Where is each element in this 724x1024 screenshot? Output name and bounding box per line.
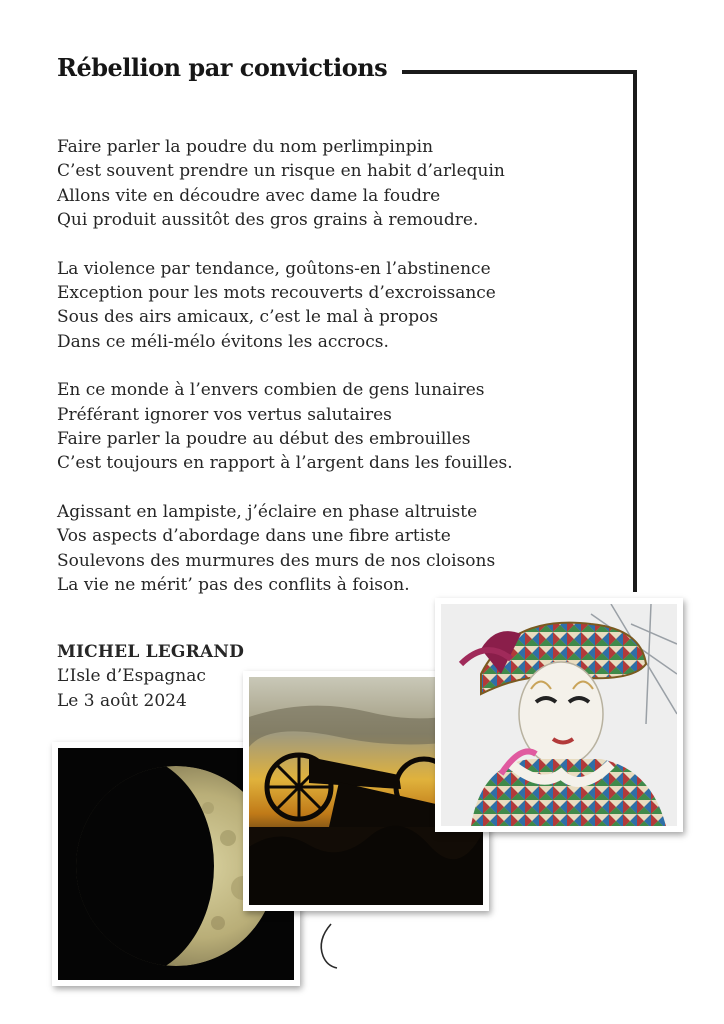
side-rule [633,70,637,592]
verse-line: Allons vite en découdre avec dame la foudre [57,185,441,206]
signature-date: Le 3 août 2024 [57,690,187,711]
stanza-3 [57,378,617,476]
signature-block [57,640,244,713]
signature-place: L’Isle d’Espagnac [57,666,206,687]
pen-stroke-mark [313,922,343,972]
verse-line: Agissant en lampiste, j’éclaire en phase altruiste [57,501,478,522]
verse-line: En ce monde à l’envers combien de gens lunaires [57,380,485,401]
verse-line: Faire parler la poudre du nom perlimpinpin [57,137,434,157]
poem-title: Rébellion par convictions [57,53,388,82]
verse-line: C’est toujours en rapport à l’argent dans les fouilles. [57,453,513,474]
harlequin-mask-photo [435,598,683,832]
verse-line: Préférant ignorer vos vertus salutaires [57,404,392,425]
verse-line: Dans ce méli-mélo évitons les accrocs. [57,331,389,352]
verse-line: Exception pour les mots recouverts d’excroissance [57,283,496,304]
stanza-2 [57,257,617,355]
verse-line: Qui produit aussitôt des gros grains à remoudre. [57,210,479,231]
verse-line: Faire parler la poudre au début des embrouilles [57,429,471,450]
venetian-mask-image [441,604,677,826]
verse-line: La vie ne mérit’ pas des conflits à foison. [57,575,410,596]
verse-line: La violence par tendance, goûtons-en l’abstinence [57,258,491,279]
verse-line: Vos aspects d’abordage dans une fibre artiste [57,526,451,547]
verse-line: Soulevons des murmures des murs de nos cloisons [57,550,496,571]
author-name: MICHEL LEGRAND [57,642,245,662]
stanza-4 [57,500,617,598]
poem-body [57,135,617,622]
stanza-1 [57,135,617,233]
title-rule [402,70,636,74]
verse-line: C’est souvent prendre un risque en habit d’arlequin [57,161,505,182]
verse-line: Sous des airs amicaux, c’est le mal à propos [57,307,439,328]
